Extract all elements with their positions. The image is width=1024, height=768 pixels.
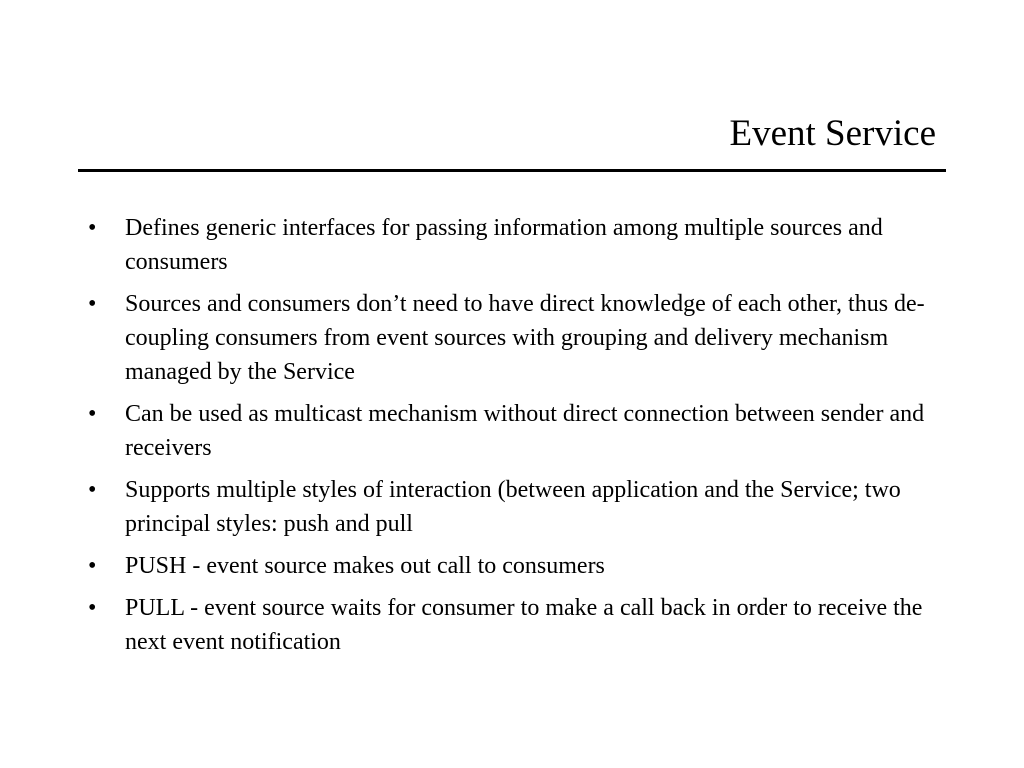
bullet-text: Can be used as multicast mechanism without direct connection between sender and receivers — [125, 401, 925, 461]
bullet-list — [0, 211, 1024, 667]
slide-title: Event Service — [729, 113, 936, 154]
title-divider — [78, 169, 946, 172]
bullet-dot-icon: • — [88, 553, 97, 579]
bullet-item — [0, 591, 1024, 659]
bullet-dot-icon: • — [88, 291, 97, 317]
bullet-item — [0, 549, 1024, 583]
bullet-item — [0, 473, 1024, 541]
bullet-text: Supports multiple styles of interaction (between application and the Service; two principal styles: push and pull — [125, 477, 901, 537]
bullet-item — [0, 211, 1024, 279]
bullet-text: Defines generic interfaces for passing information among multiple sources and consumers — [125, 215, 883, 275]
bullet-dot-icon: • — [88, 595, 97, 621]
bullet-dot-icon: • — [88, 401, 97, 427]
bullet-dot-icon: • — [88, 215, 97, 241]
bullet-item — [0, 397, 1024, 465]
bullet-dot-icon: • — [88, 477, 97, 503]
bullet-text: PUSH - event source makes out call to consumers — [125, 553, 605, 579]
bullet-item — [0, 287, 1024, 389]
bullet-text: Sources and consumers don’t need to have direct knowledge of each other, thus de-coupling consumers from event sources with grouping and delivery mechanism managed by the Service — [125, 291, 925, 385]
bullet-text: PULL - event source waits for consumer to make a call back in order to receive the next event notification — [125, 595, 923, 655]
